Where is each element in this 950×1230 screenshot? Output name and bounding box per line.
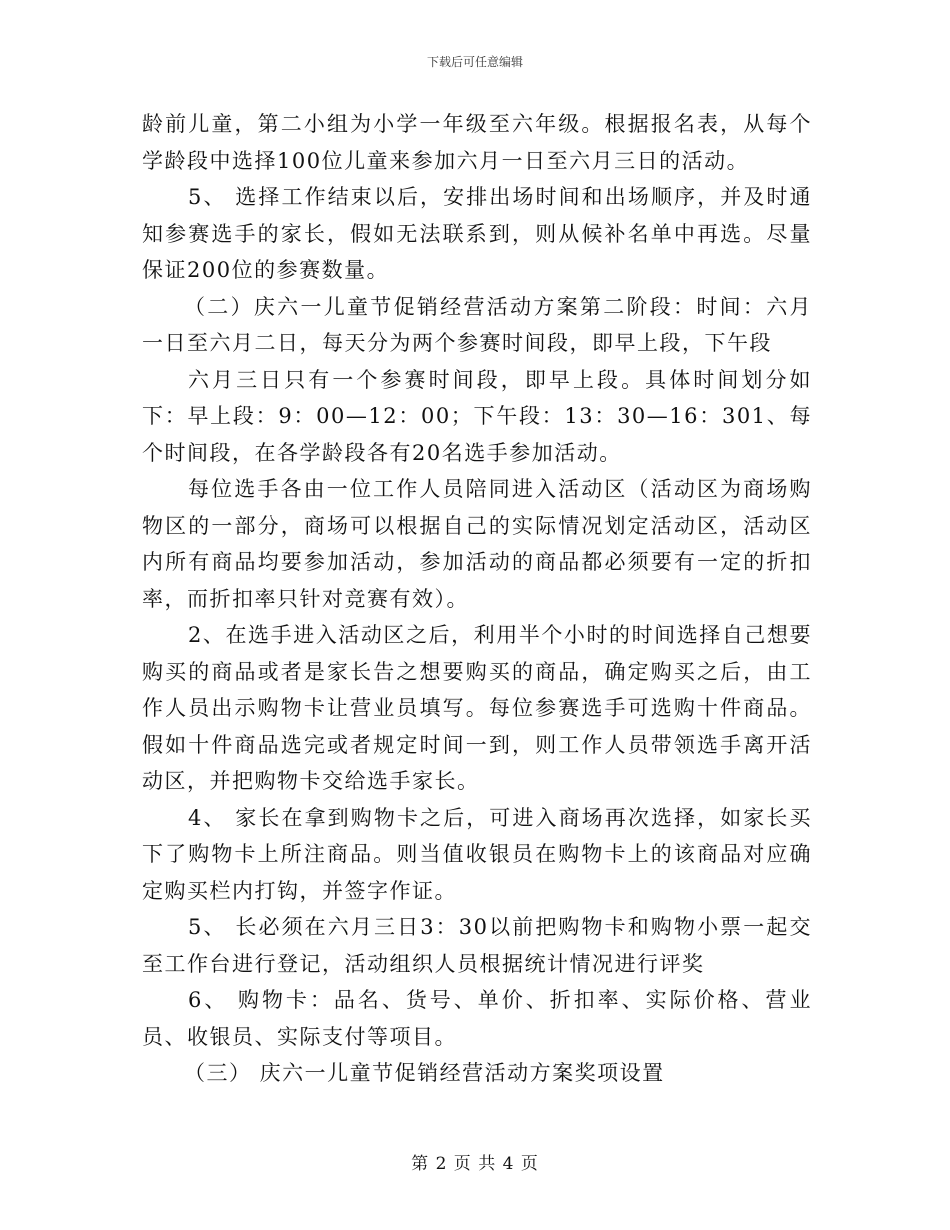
paragraph: 4、 家长在拿到购物卡之后，可进入商场再次选择，如家长买下了购物卡上所注商品。则当值收银员在购物卡上的该商品对应确定购买栏内打钩，并签字作证。 [142, 805, 812, 903]
paragraph: 5、 长必须在六月三日3：30以前把购物卡和购物小票一起交至工作台进行登记，活动组织人员根据统计情况进行评奖 [142, 915, 812, 976]
paragraph: 6、 购物卡：品名、货号、单价、折扣率、实际价格、营业员、收银员、实际支付等项目。 [142, 988, 812, 1049]
paragraph: 2、在选手进入活动区之后，利用半个小时的时间选择自己想要购买的商品或者是家长告之想要购买的商品，确定购买之后，由工作人员出示购物卡让营业员填写。每位参赛选手可选购十件商品。假如十件商品选完或者规定时间一到，则工作人员带领选手离开活动区，并把购物卡交给选手家长。 [142, 623, 812, 793]
page-header: 下载后可任意编辑 [426, 55, 523, 69]
paragraph: 5、 选择工作结束以后，安排出场时间和出场顺序，并及时通知参赛选手的家长，假如无法联系到，则从候补名单中再选。尽量保证200位的参赛数量。 [142, 185, 812, 282]
paragraph: 每位选手各由一位工作人员陪同进入活动区（活动区为商场购物区的一部分，商场可以根据自己的实际情况划定活动区，活动区内所有商品均要参加活动，参加活动的商品都必须要有一定的折扣率，而折扣率只针对竞赛有效）。 [142, 477, 812, 611]
document-body [142, 106, 812, 1092]
paragraph: 六月三日只有一个参赛时间段，即早上段。具体时间划分如下：早上段：9：00—12：00；下午段：13：30—16：301、每个时间段，在各学龄段各有20名选手参加活动。 [142, 367, 812, 465]
page-number-footer: 第 2 页 共 4 页 [411, 1154, 539, 1174]
section-heading-paragraph: （三） 庆六一儿童节促销经营活动方案奖项设置 [184, 1061, 665, 1085]
paragraph: 龄前儿童，第二小组为小学一年级至六年级。根据报名表，从每个学龄段中选择100位儿童来参加六月一日至六月三日的活动。 [142, 112, 812, 173]
section-heading-paragraph: （二）庆六一儿童节促销经营活动方案第二阶段：时间：六月一日至六月二日，每天分为两个参赛时间段，即早上段，下午段 [142, 294, 812, 355]
